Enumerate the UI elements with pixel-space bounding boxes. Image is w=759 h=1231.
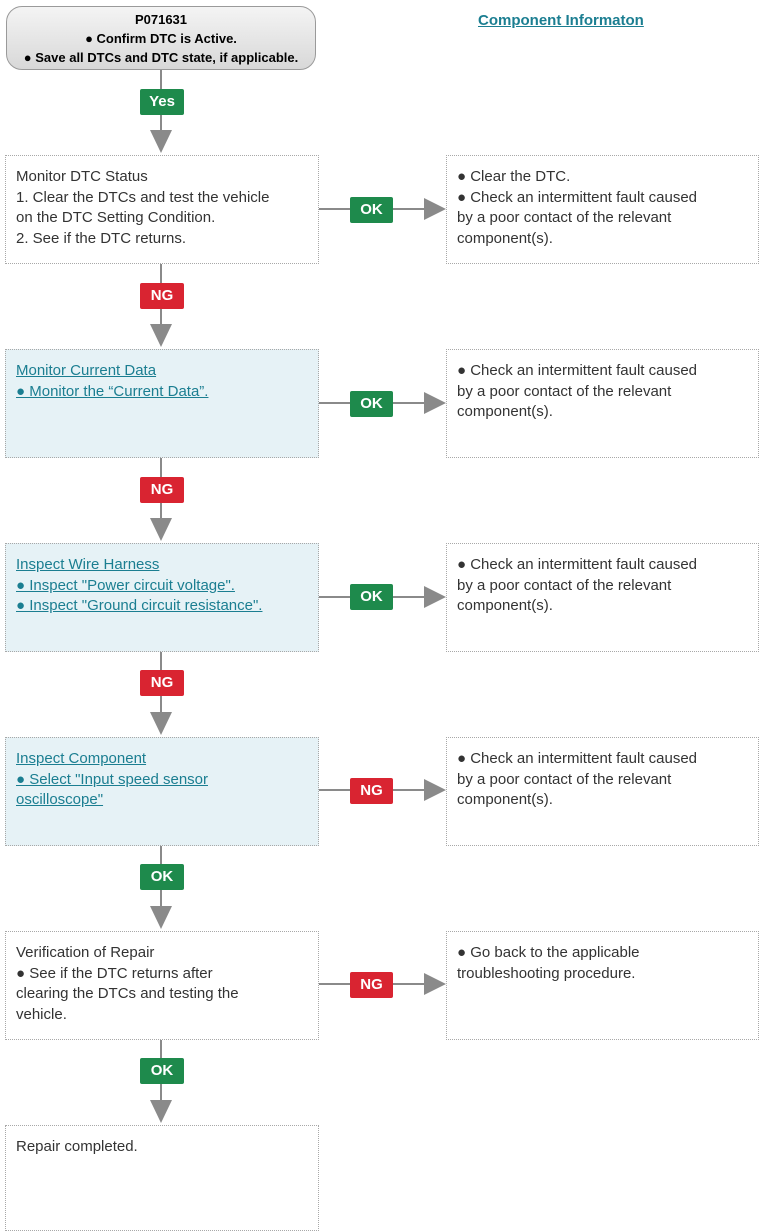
step-text: 2. See if the DTC returns. bbox=[16, 229, 187, 247]
result-text: ● Go back to the applicable bbox=[457, 944, 640, 961]
result-box bbox=[446, 349, 759, 458]
result-box bbox=[446, 155, 759, 264]
step-monitor-current-data bbox=[5, 349, 319, 458]
component-information-link[interactable]: Component Informaton bbox=[478, 12, 644, 29]
dtc-code: P071631 bbox=[134, 12, 188, 27]
step-inspect-wire-harness bbox=[5, 543, 319, 652]
arrow-head-down bbox=[150, 518, 172, 541]
ok-badge: OK bbox=[350, 391, 393, 417]
arrow-head-right bbox=[424, 973, 446, 995]
result-box bbox=[446, 737, 759, 846]
step-text: ● See if the DTC returns after bbox=[16, 964, 213, 982]
ng-badge: NG bbox=[350, 972, 393, 998]
ok-badge: OK bbox=[350, 584, 393, 610]
power-circuit-voltage-link[interactable]: ● Inspect "Power circuit voltage". bbox=[16, 576, 235, 594]
arrow-head-down bbox=[150, 712, 172, 735]
step-text: clearing the DTCs and testing the bbox=[16, 985, 239, 1002]
ok-badge: OK bbox=[350, 197, 393, 223]
final-text: Repair completed. bbox=[16, 1138, 138, 1155]
arrow-head-right bbox=[424, 779, 446, 801]
result-text: troubleshooting procedure. bbox=[457, 964, 636, 982]
result-text: by a poor contact of the relevant bbox=[457, 209, 672, 226]
oscilloscope-link[interactable]: oscilloscope" bbox=[16, 791, 104, 808]
result-text: ● Check an intermittent fault caused bbox=[457, 750, 698, 767]
result-box bbox=[446, 931, 759, 1040]
start-instruction-2: ● Save all DTCs and DTC state, if applicable. bbox=[23, 50, 299, 65]
result-text: by a poor contact of the relevant bbox=[457, 576, 672, 594]
arrow-head-down bbox=[150, 1100, 172, 1123]
ng-badge: NG bbox=[140, 670, 184, 696]
monitor-current-data-link[interactable]: Monitor Current Data bbox=[16, 362, 157, 379]
result-text: component(s). bbox=[457, 229, 553, 247]
ng-badge: NG bbox=[140, 477, 184, 503]
step-monitor-dtc-status bbox=[5, 155, 319, 264]
step-text: on the DTC Setting Condition. bbox=[16, 209, 216, 226]
ng-badge: NG bbox=[350, 778, 393, 804]
result-text: component(s). bbox=[457, 597, 553, 614]
arrow-head-right bbox=[424, 198, 446, 220]
step-title: Monitor DTC Status bbox=[16, 168, 148, 185]
result-text: ● Clear the DTC. bbox=[457, 168, 571, 185]
step-verification-of-repair bbox=[5, 931, 319, 1040]
inspect-wire-harness-link[interactable]: Inspect Wire Harness bbox=[16, 556, 160, 573]
arrow-head-down bbox=[150, 906, 172, 929]
yes-badge: Yes bbox=[140, 89, 184, 115]
step-inspect-component bbox=[5, 737, 319, 846]
result-text: by a poor contact of the relevant bbox=[457, 382, 672, 400]
result-text: ● Check an intermittent fault caused bbox=[457, 188, 698, 206]
ng-badge: NG bbox=[140, 283, 184, 309]
result-text: component(s). bbox=[457, 791, 553, 808]
result-box bbox=[446, 543, 759, 652]
start-dtc-box bbox=[6, 6, 316, 70]
repair-completed-box bbox=[5, 1125, 319, 1231]
ground-circuit-resistance-link[interactable]: ● Inspect "Ground circuit resistance". bbox=[16, 597, 263, 614]
ok-badge: OK bbox=[140, 864, 184, 890]
arrow-head-right bbox=[424, 586, 446, 608]
inspect-component-link[interactable]: Inspect Component bbox=[16, 750, 147, 767]
arrow-head-down bbox=[150, 324, 172, 347]
result-text: ● Check an intermittent fault caused bbox=[457, 362, 698, 379]
arrow-head-right bbox=[424, 392, 446, 414]
input-speed-sensor-link[interactable]: ● Select "Input speed sensor bbox=[16, 770, 208, 788]
step-text: 1. Clear the DTCs and test the vehicle bbox=[16, 188, 270, 206]
start-instruction-1: ● Confirm DTC is Active. bbox=[85, 31, 237, 46]
monitor-current-data-action-link[interactable]: ● Monitor the “Current Data”. bbox=[16, 382, 209, 400]
result-text: component(s). bbox=[457, 403, 553, 420]
result-text: by a poor contact of the relevant bbox=[457, 770, 672, 788]
arrow-head-down bbox=[150, 130, 172, 153]
ok-badge: OK bbox=[140, 1058, 184, 1084]
result-text: ● Check an intermittent fault caused bbox=[457, 556, 698, 573]
step-text: vehicle. bbox=[16, 1005, 67, 1023]
step-title: Verification of Repair bbox=[16, 944, 155, 961]
